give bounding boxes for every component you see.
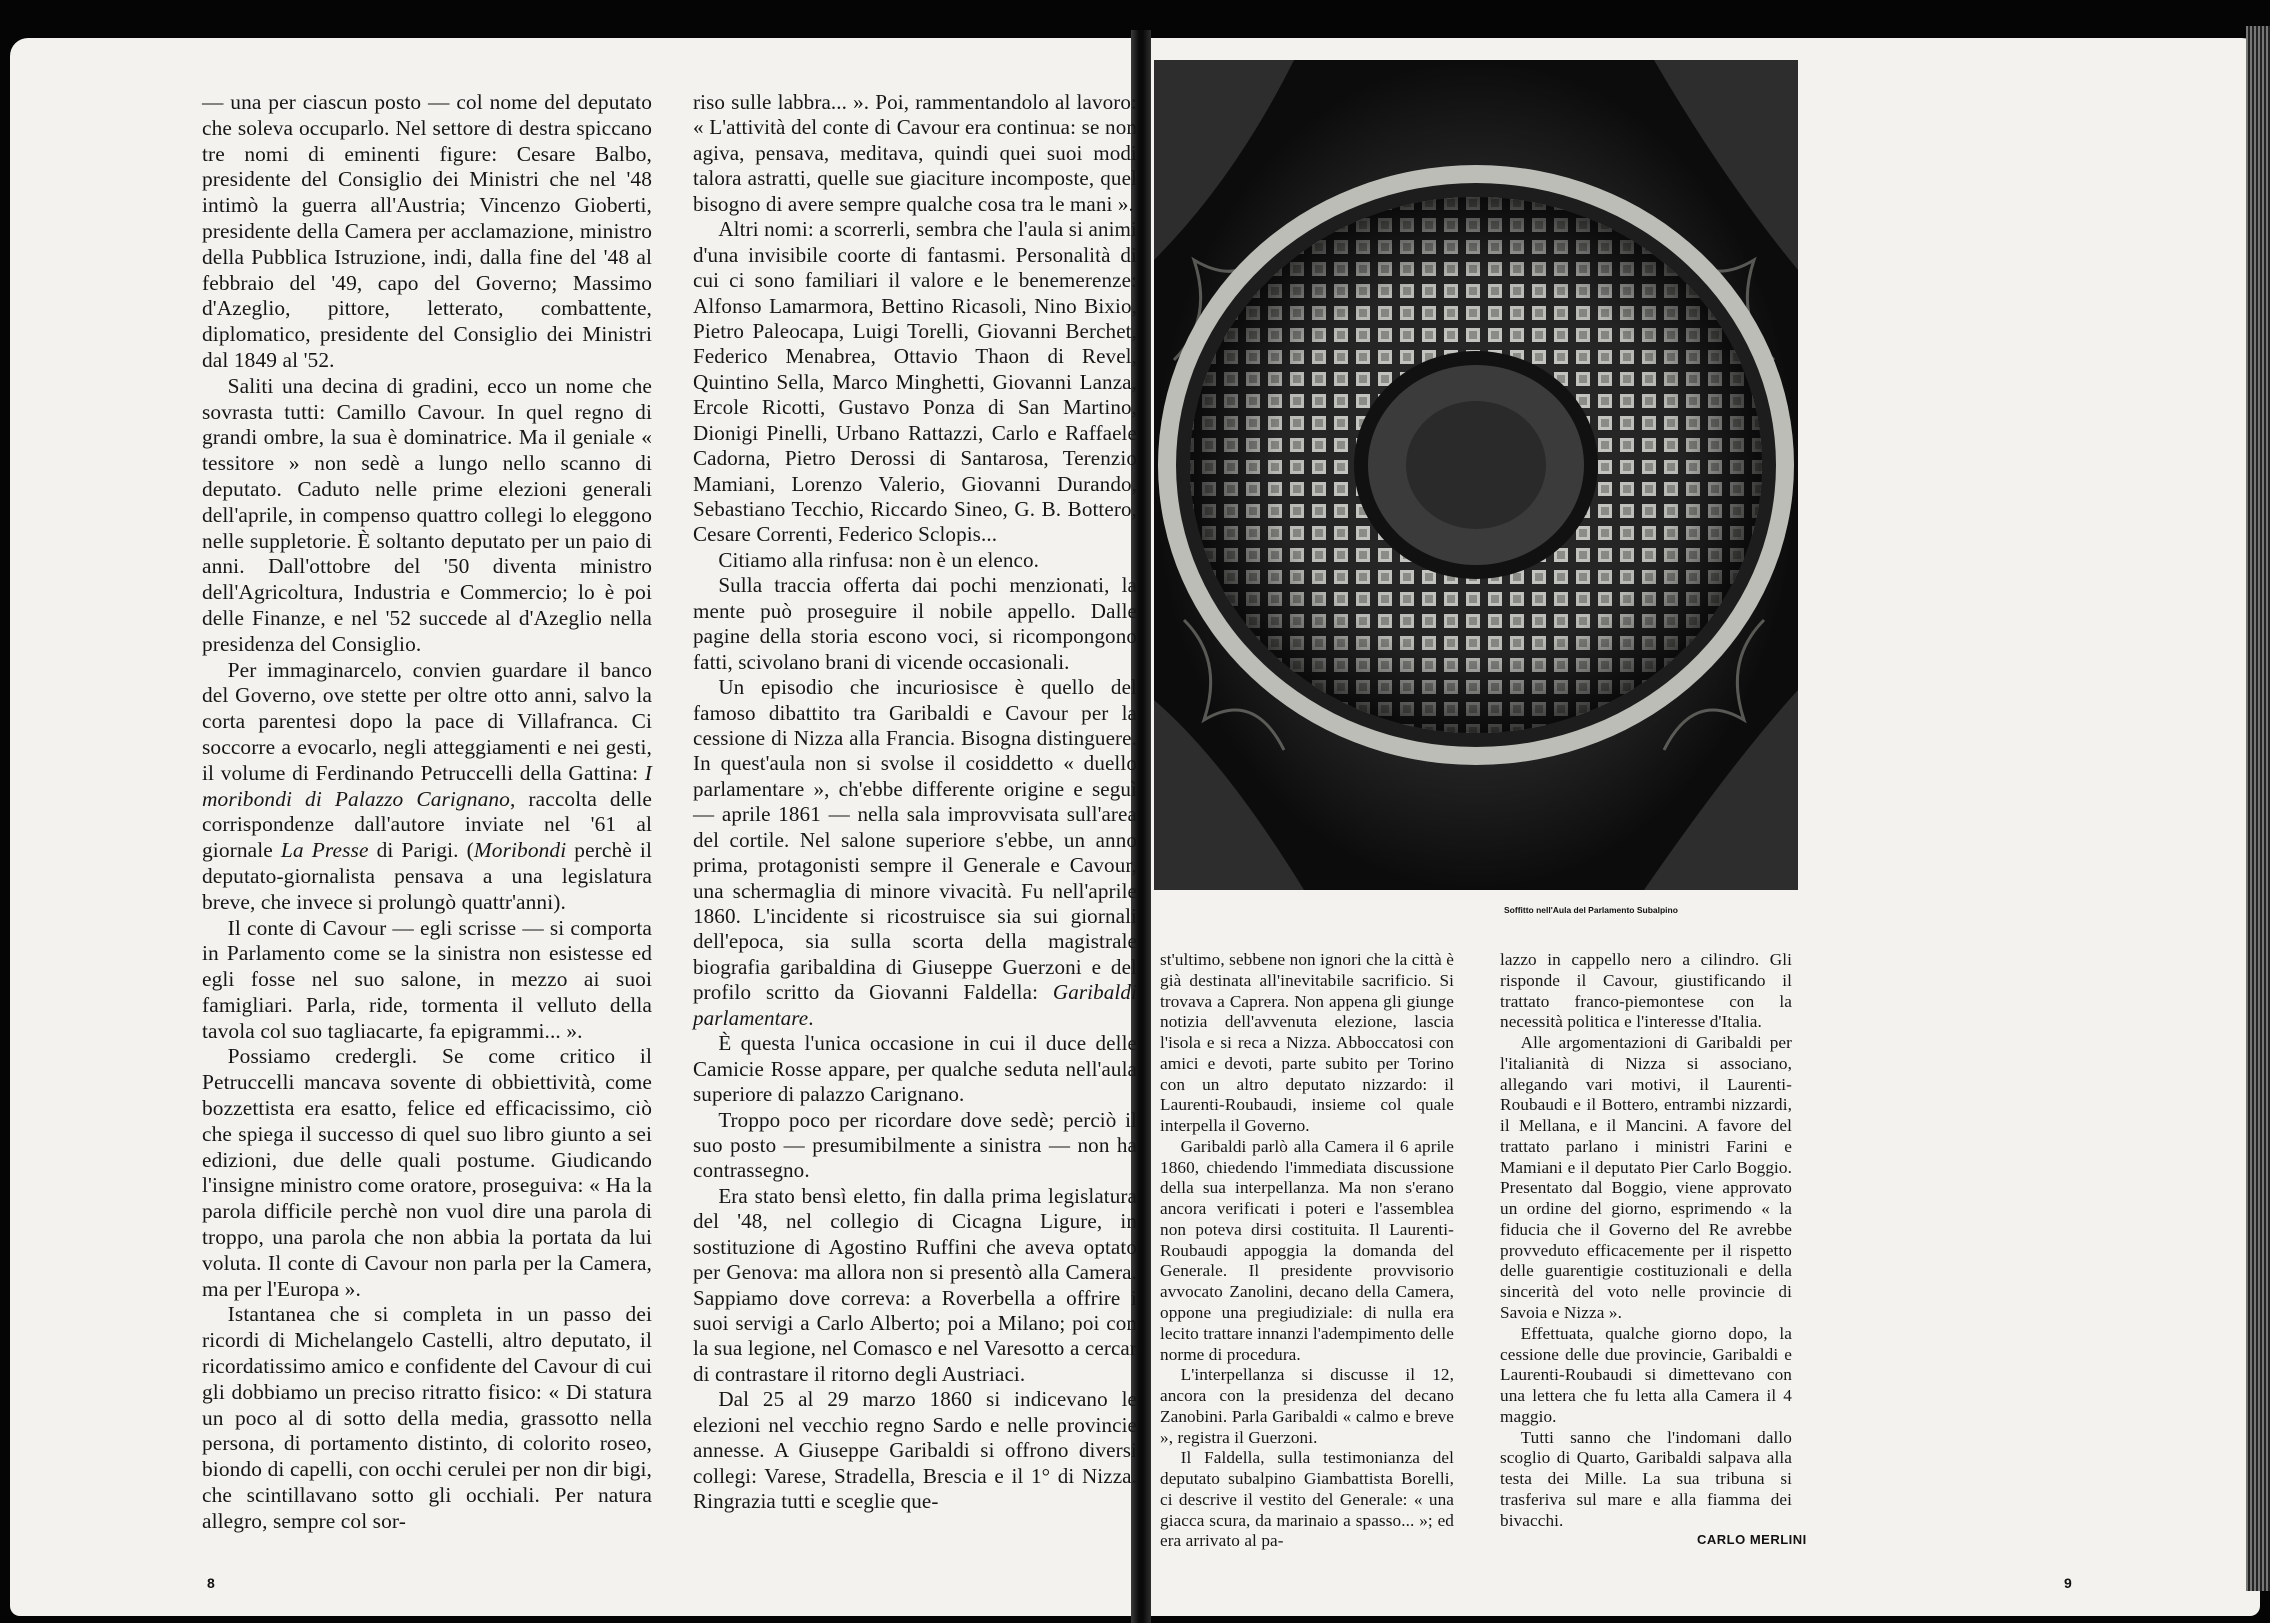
paragraph: Altri nomi: a scorrerli, sembra che l'aula si animi d'una invisibile coorte di fantasmi. Personalità di cui ci sono familiari il valore e le benemerenze: Alfonso Lamarmora, Bettino Ricasoli, Nino Bixio, Pietro Paleocapa, Luigi Torelli, Giovanni Berchet, Federico Menabrea, Ottavio Thaon di Revel, Quintino Sella, Marco Minghetti, Giovanni Lanza, Ercole Ricotti, Gustavo Ponza di San Martino, Dionigi Pinelli, Urbano Rattazzi, Carlo e Raffaele Cadorna, Pietro Derossi di Santarosa, Terenzio Mamiani, Lorenzo Valerio, Giovanni Durando, Sebastiano Tecchio, Riccardo Sineo, G. B. Bottero, Cesare Correnti, Federico Sclopis... [693, 217, 1137, 547]
paragraph: È questa l'unica occasione in cui il duce delle Camicie Rosse appare, per qualche seduta nell'aula superiore di palazzo Carignano. [693, 1031, 1137, 1107]
paragraph: Sulla traccia offerta dai pochi menzionati, la mente può proseguire il nobile appello. Dalle pagine della storia escono voci, si ricompongono fatti, scivolano brani di vicende occasionali. [693, 573, 1137, 674]
paragraph: Era stato bensì eletto, fin dalla prima legislatura del '48, nel collegio di Cicagna Ligure, in sostituzione di Agostino Ruffini che aveva optato per Genova: ma allora non si presentò alla Camera. Sappiamo dove correva: a Roverbella a offrire i suoi servigi a Carlo Alberto; poi a Milano; poi con la sua legione, nel Comasco e nel Varesotto a cercar di contrastare il ritorno degli Austriaci. [693, 1183, 1137, 1386]
right-column-2 [1500, 950, 1792, 1531]
right-column-1 [1160, 950, 1454, 1552]
paragraph: Per immaginarcelo, convien guardare il banco del Governo, ove stette per oltre otto anni, salvo la corta parentesi dopo la pace di Villafranca. Ci soccorre a evocarlo, negli atteggiamenti e nei gesti, il volume di Ferdinando Petruccelli della Gattina: I moribondi di Palazzo Carignano, raccolta delle corrispondenze dall'autore inviate nel '61 al giornale La Presse di Parigi. (Moribondi perchè il deputato-giornalista pensava a una legislatura breve, che invece si prolungò quattr'anni). [202, 657, 652, 914]
paragraph: Dal 25 al 29 marzo 1860 si indicevano le elezioni nel vecchio regno Sardo e nelle provincie annesse. A Giuseppe Garibaldi si offrono diversi collegi: Varese, Stradella, Brescia e il 1° di Nizza. Ringrazia tutti e sceglie que- [693, 1387, 1137, 1514]
left-column-1 [202, 90, 652, 1535]
paragraph: Possiamo credergli. Se come critico il Petruccelli mancava sovente di obbiettività, come bozzettista era esatto, felice ed efficacissimo, ciò che spiega il successo di quel suo libro giunto a sei edizioni, due delle quali postume. Giudicando l'insigne ministro come oratore, proseguiva: « Ha la parola difficile perchè non vuol dire una parola di troppo, una parola che non abbia la portata da lui voluta. Il conte di Cavour non parla per la Camera, ma per l'Europa ». [202, 1044, 652, 1301]
photo-caption: Soffitto nell'Aula del Parlamento Subalpino [1504, 905, 1678, 915]
page-number-right: 9 [2064, 1575, 2072, 1591]
paragraph: Alle argomentazioni di Garibaldi per l'italianità di Nizza si associano, allegando vari motivi, il Laurenti-Roubaudi e il Bottero, entrambi nizzardi, il Mellana, e il Mancini. A favore del trattato parlano i ministri Farini e Mamiani e il deputato Pier Carlo Boggio. Presentato dal Boggio, viene approvato un ordine del giorno, esprimendo « la fiducia che il Governo del Re avrebbe provveduto efficacemente per il rispetto delle guarentigie costituzionali e della sincerità del voto nelle provincie di Savoia e Nizza ». [1500, 1033, 1792, 1323]
paragraph: Effettuata, qualche giorno dopo, la cessione delle due provincie, Garibaldi e Laurenti-Roubaudi si dimettevano con una lettera che fu letta alla Camera il 4 maggio. [1500, 1323, 1792, 1426]
ceiling-dome-image [1154, 60, 1798, 890]
paragraph: Un episodio che incuriosisce è quello del famoso dibattito tra Garibaldi e Cavour per la cessione di Nizza alla Francia. Bisogna distinguere. In quest'aula non si svolse il cosiddetto « duello parlamentare », ch'ebbe differente origine e seguì — aprile 1861 — nella sala improvvisata sull'area del cortile. Nel salone superiore s'ebbe, un anno prima, protagonisti sempre il Generale e Cavour, una schermaglia di minore vivacità. Fu nell'aprile 1860. L'incidente si ricostruisce sia sui giornali dell'epoca, sia sulla scorta della magistrale biografia garibaldina di Giuseppe Guerzoni e del profilo scritto da Giovanni Faldella: Garibaldi parlamentare. [693, 675, 1137, 1030]
paragraph: st'ultimo, sebbene non ignori che la città è già destinata all'inevitabile sacrificio. Si trovava a Caprera. Non appena gli giunge notizia dell'avvenuta elezione, lascia l'isola e si reca a Nizza. Abboccatosi con amici e devoti, parte subito per Torino con un altro deputato nizzardo: il Laurenti-Roubaudi, insieme col quale interpella il Governo. [1160, 950, 1454, 1136]
paragraph: Saliti una decina di gradini, ecco un nome che sovrasta tutti: Camillo Cavour. In quel regno di grandi ombre, la sua è dominatrice. Ma il geniale « tessitore » non sedè a lungo nello scanno di deputato. Caduto nelle prime elezioni generali dell'aprile, in compenso quattro collegi lo eleggono nelle suppletorie. È soltanto deputato per un paio di anni. Dall'ottobre del '50 diventa ministro dell'Agricoltura, Industria e Commercio; lo è poi delle Finanze, e nel '52 succede al d'Azeglio nella presidenza del Consiglio. [202, 373, 652, 656]
ceiling-photo [1154, 60, 1798, 890]
paragraph: Il Faldella, sulla testimonianza del deputato subalpino Giambattista Borelli, ci descrive il vestito del Generale: « una giacca scura, da marinaio a spasso... »; ed era arrivato al pa- [1160, 1448, 1454, 1551]
author-signature: CARLO MERLINI [1697, 1532, 1807, 1547]
paragraph: Istantanea che si completa in un passo dei ricordi di Michelangelo Castelli, altro deputato, il ricordatissimo amico e confidente del Cavour di cui gli dobbiamo un preciso ritratto fisico: « Di statura un poco al di sotto della media, grassotto nella persona, di portamento distinto, di colorito roseo, biondo di capelli, con occhi cerulei per non dir bigi, che scintillavano sotto gli occhiali. Per natura allegro, sempre col sor- [202, 1302, 652, 1533]
paragraph: Garibaldi parlò alla Camera il 6 aprile 1860, chiedendo l'immediata discussione della sua interpellanza. Ma non s'erano ancora verificati i poteri e l'assemblea non poteva dirsi costituita. Il Laurenti-Roubaudi appoggia la domanda del Generale. Il presidente provvisorio avvocato Zanolini, decano della Camera, oppone una pregiudiziale: di nulla era lecito trattare innanzi l'adempimento delle norme di procedura. [1160, 1136, 1454, 1364]
page-number-left: 8 [207, 1575, 215, 1591]
paragraph: riso sulle labbra... ». Poi, rammentandolo al lavoro: « L'attività del conte di Cavour era continua: se non agiva, pensava, meditava, quindi quei suoi modi talora astratti, quelle sue giaciture incomposte, quel bisogno di avere sempre qualche cosa tra le mani ». [693, 90, 1137, 216]
page-edges [2246, 26, 2270, 1591]
paragraph: L'interpellanza si discusse il 12, ancora con la presidenza del decano Zanobini. Parla Garibaldi « calmo e breve », registra il Guerzoni. [1160, 1365, 1454, 1447]
paragraph: Tutti sanno che l'indomani dallo scoglio di Quarto, Garibaldi salpava alla testa dei Mille. La sua tribuna si trasferiva sul mare e alla fiamma dei bivacchi. [1500, 1427, 1792, 1530]
paragraph: Troppo poco per ricordare dove sedè; perciò il suo posto — presumibilmente a sinistra — non ha contrassegno. [693, 1107, 1137, 1183]
paragraph: Il conte di Cavour — egli scrisse — si comporta in Parlamento come se la sinistra non esistesse ed egli fosse nel suo salone, in mezzo ai suoi famigliari. Parla, ride, tormenta il velluto della tavola col suo tagliacarte, fa epigrammi... ». [202, 915, 652, 1043]
paragraph: Citiamo alla rinfusa: non è un elenco. [718, 547, 1040, 572]
paragraph: — una per ciascun posto — col nome del deputato che soleva occuparlo. Nel settore di destra spiccano tre nomi di eminenti figure: Cesare Balbo, presidente del Consiglio dei Ministri che nel '48 intimò la guerra all'Austria; Vincenzo Gioberti, presidente della Camera per acclamazione, ministro della Pubblica Istruzione, indi, dalla fine del '48 al febbraio del '49, capo del Governo; Massimo d'Azeglio, pittore, letterato, combattente, diplomatico, presidente del Consiglio dei Ministri dal 1849 al '52. [202, 90, 652, 372]
left-column-2 [693, 90, 1137, 1515]
paragraph: lazzo in cappello nero a cilindro. Gli risponde il Cavour, giustificando il trattato franco-piemontese con la necessità politica e l'interesse d'Italia. [1500, 950, 1792, 1032]
